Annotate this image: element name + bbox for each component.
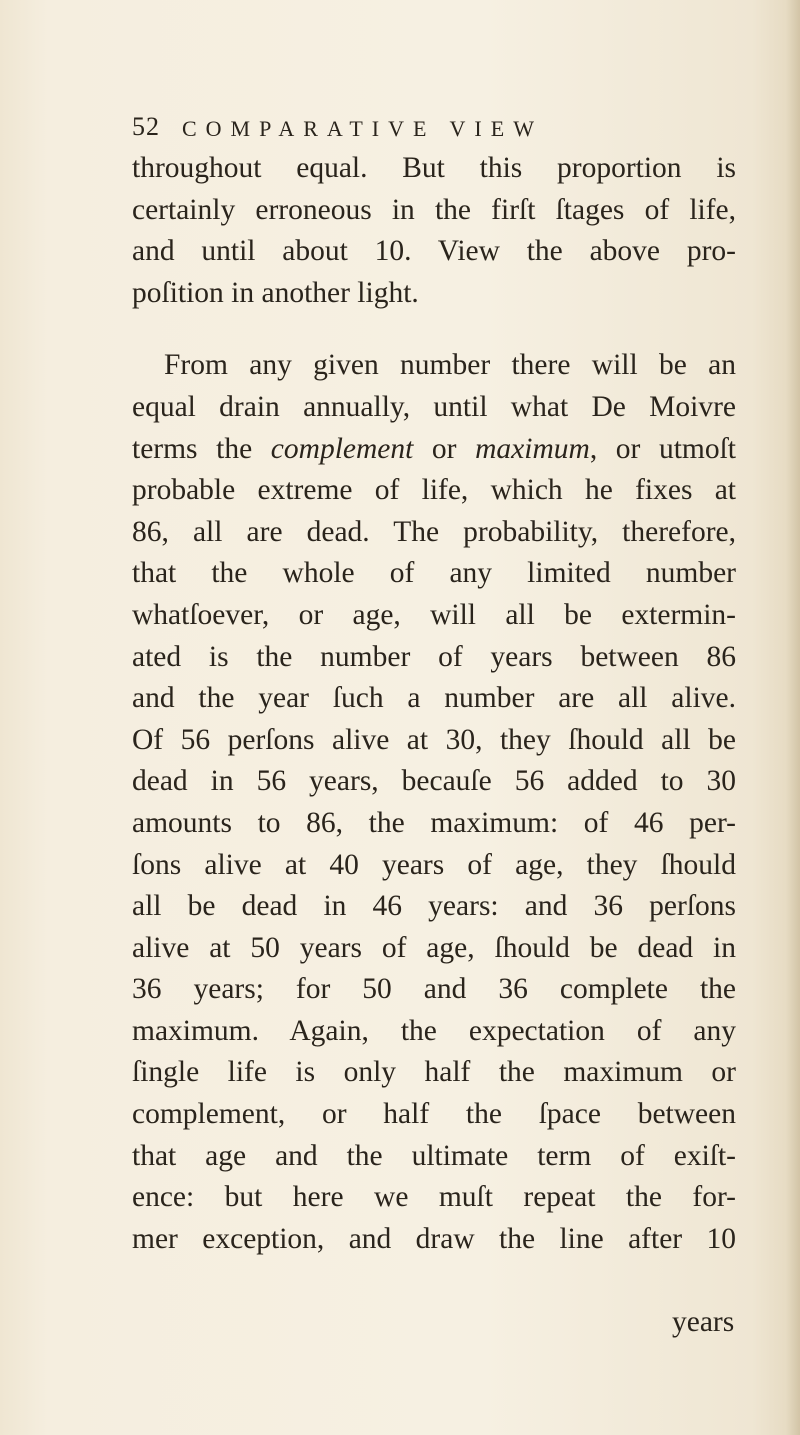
text-line: ſingle life is only half the maximum or	[132, 1056, 736, 1089]
text-line: probable extreme of life, which he fixes at	[132, 474, 736, 507]
text-line: and the year ſuch a number are all alive.	[132, 682, 736, 715]
text-line: certainly erroneous in the firſt ſtages of life,	[132, 193, 736, 226]
text-line: poſition in another light.	[132, 276, 419, 309]
text-line: mer exception, and draw the line after 10	[132, 1222, 736, 1255]
text-line: whatſoever, or age, will all be extermin-	[132, 598, 736, 631]
text-line: maximum. Again, the expectation of any	[132, 1014, 736, 1047]
paragraph-gap	[132, 314, 736, 345]
text-line: dead in 56 years, becauſe 56 added to 30	[132, 765, 736, 798]
text-line: and until about 10. View the above pro-	[132, 235, 736, 268]
text-line: 36 years; for 50 and 36 complete the	[132, 973, 736, 1006]
text-line	[132, 429, 736, 471]
text-line: amounts to 86, the maximum: of 46 per-	[132, 806, 736, 839]
italic-term-maximum: maximum	[475, 432, 590, 465]
text-line: ence: but here we muſt repeat the for-	[132, 1181, 736, 1214]
italic-term-complement: complement	[270, 432, 414, 465]
text-line: all be dead in 46 years: and 36 perſons	[132, 890, 736, 923]
text-line: ated is the number of years between 86	[132, 640, 736, 673]
body-text	[132, 148, 736, 1260]
text-span: , or utmoſt	[589, 432, 736, 465]
text-line: ſons alive at 40 years of age, they ſhould	[132, 848, 736, 881]
text-span: terms the	[132, 432, 271, 465]
text-line: throughout equal. But this proportion is	[132, 152, 736, 184]
text-line: From any given number there will be an	[164, 349, 736, 382]
text-line: that the whole of any limited number	[132, 557, 736, 590]
text-span: or	[413, 432, 476, 465]
text-line: Of 56 perſons alive at 30, they ſhould all be	[132, 723, 736, 756]
text-line: that age and the ultimate term of exiſt-	[132, 1139, 736, 1172]
page-header	[132, 104, 732, 144]
text-line: complement, or half the ſpace between	[132, 1098, 736, 1131]
page-number: 52	[132, 112, 160, 141]
running-head: COMPARATIVE VIEW	[182, 116, 543, 141]
text-line: equal drain annually, until what De Moivre	[132, 390, 736, 423]
catchword: years	[672, 1306, 735, 1338]
text-line: 86, all are dead. The probability, therefore,	[132, 515, 736, 548]
text-line: alive at 50 years of age, ſhould be dead in	[132, 931, 736, 964]
page-edge-shadow	[786, 0, 800, 1435]
